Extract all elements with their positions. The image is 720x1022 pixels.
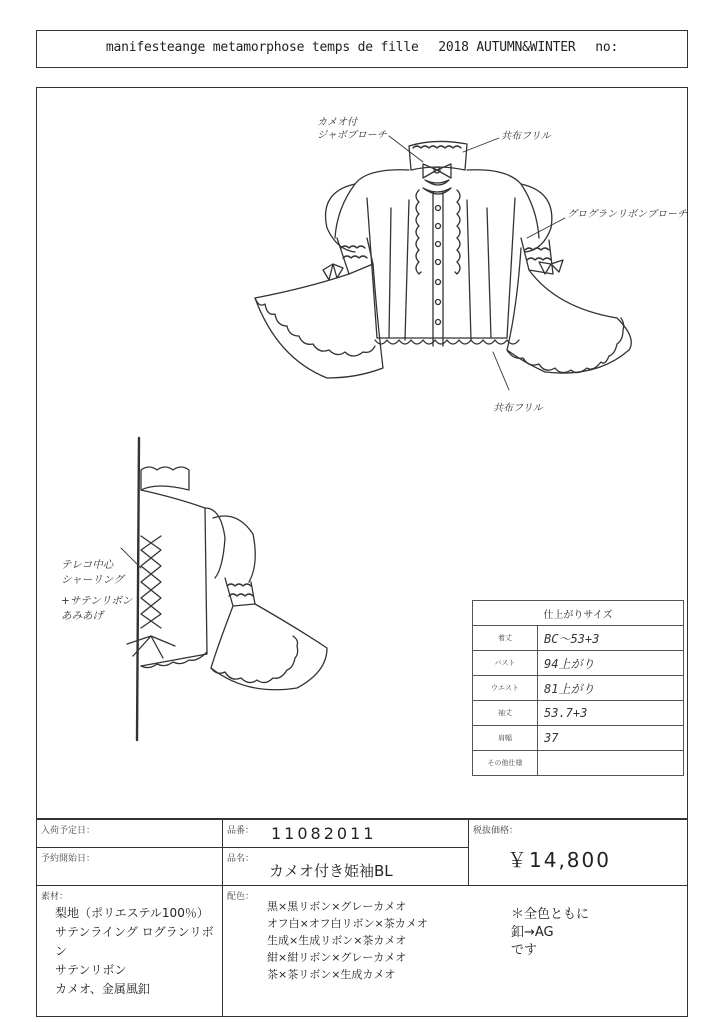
table-row: 袖丈 53.7+3: [473, 701, 684, 726]
side-view-sketch: [127, 438, 327, 740]
number-label: no:: [595, 40, 619, 55]
finished-size-table: [472, 600, 684, 776]
product-name-cell: 品名： カメオ付き姫袖BL: [223, 848, 469, 886]
brand-name: manifesteange metamorphose temps de fille: [105, 40, 419, 55]
table-row: その他仕様: [473, 751, 684, 776]
note-grosgrain-brooch: グログランリボンブローチ: [567, 209, 687, 220]
size-table-title: 仕上がりサイズ: [473, 601, 684, 626]
table-row: ウエスト 81上がり: [473, 676, 684, 701]
note-cameo-jabot: カメオ付 ジャボブローチ: [317, 117, 387, 141]
materials-cell: 素材： 梨地（ポリエステル100％） サテンライング ログランリボン サテンリボン カメオ、金属風釦: [37, 886, 223, 1016]
color-note: ＊全色ともに 釦→AG です: [511, 907, 590, 958]
arrival-date-cell: 入荷予定日：: [37, 820, 223, 848]
colors-cell: 配色： 黒×黒リボン×グレーカメオ オフ白×オフ白リボン×茶カメオ 生成×生成リボン×茶カメオ 紺×紺リボン×グレーカメオ 茶×茶リボン×生成カメオ ＊全色ともに 釦→AG です: [227, 892, 590, 981]
sheet-header: [36, 30, 688, 68]
front-view-sketch: [255, 141, 631, 378]
price-cell: 税抜価格： ￥14,800: [469, 820, 687, 886]
table-row: 肩幅 37: [473, 726, 684, 751]
product-number: 11082011: [271, 824, 377, 843]
price: ￥14,800: [507, 848, 611, 872]
note-collar-frill: 共布フリル: [501, 131, 551, 142]
product-number-cell: 品番： 11082011: [223, 820, 469, 848]
materials-list: 梨地（ポリエステル100％） サテンライング ログランリボン サテンリボン カメオ、金属風釦: [55, 906, 214, 996]
product-name: カメオ付き姫袖BL: [269, 862, 393, 880]
reservation-date-cell: 予約開始日：: [37, 848, 223, 886]
note-side-detail: テレコ中心 シャーリング +サテンリボン あみあげ: [61, 559, 133, 622]
product-info-grid: [36, 819, 688, 1017]
table-row: 着丈 BC～53+3: [473, 626, 684, 651]
note-hem-frill: 共布フリル: [493, 403, 543, 414]
color-list: 黒×黒リボン×グレーカメオ オフ白×オフ白リボン×茶カメオ 生成×生成リボン×茶カメオ 紺×紺リボン×グレーカメオ 茶×茶リボン×生成カメオ: [267, 900, 428, 981]
header-text: [37, 40, 687, 55]
season-label: 2018 AUTUMN&WINTER: [438, 40, 576, 55]
table-row: バスト 94上がり: [473, 651, 684, 676]
